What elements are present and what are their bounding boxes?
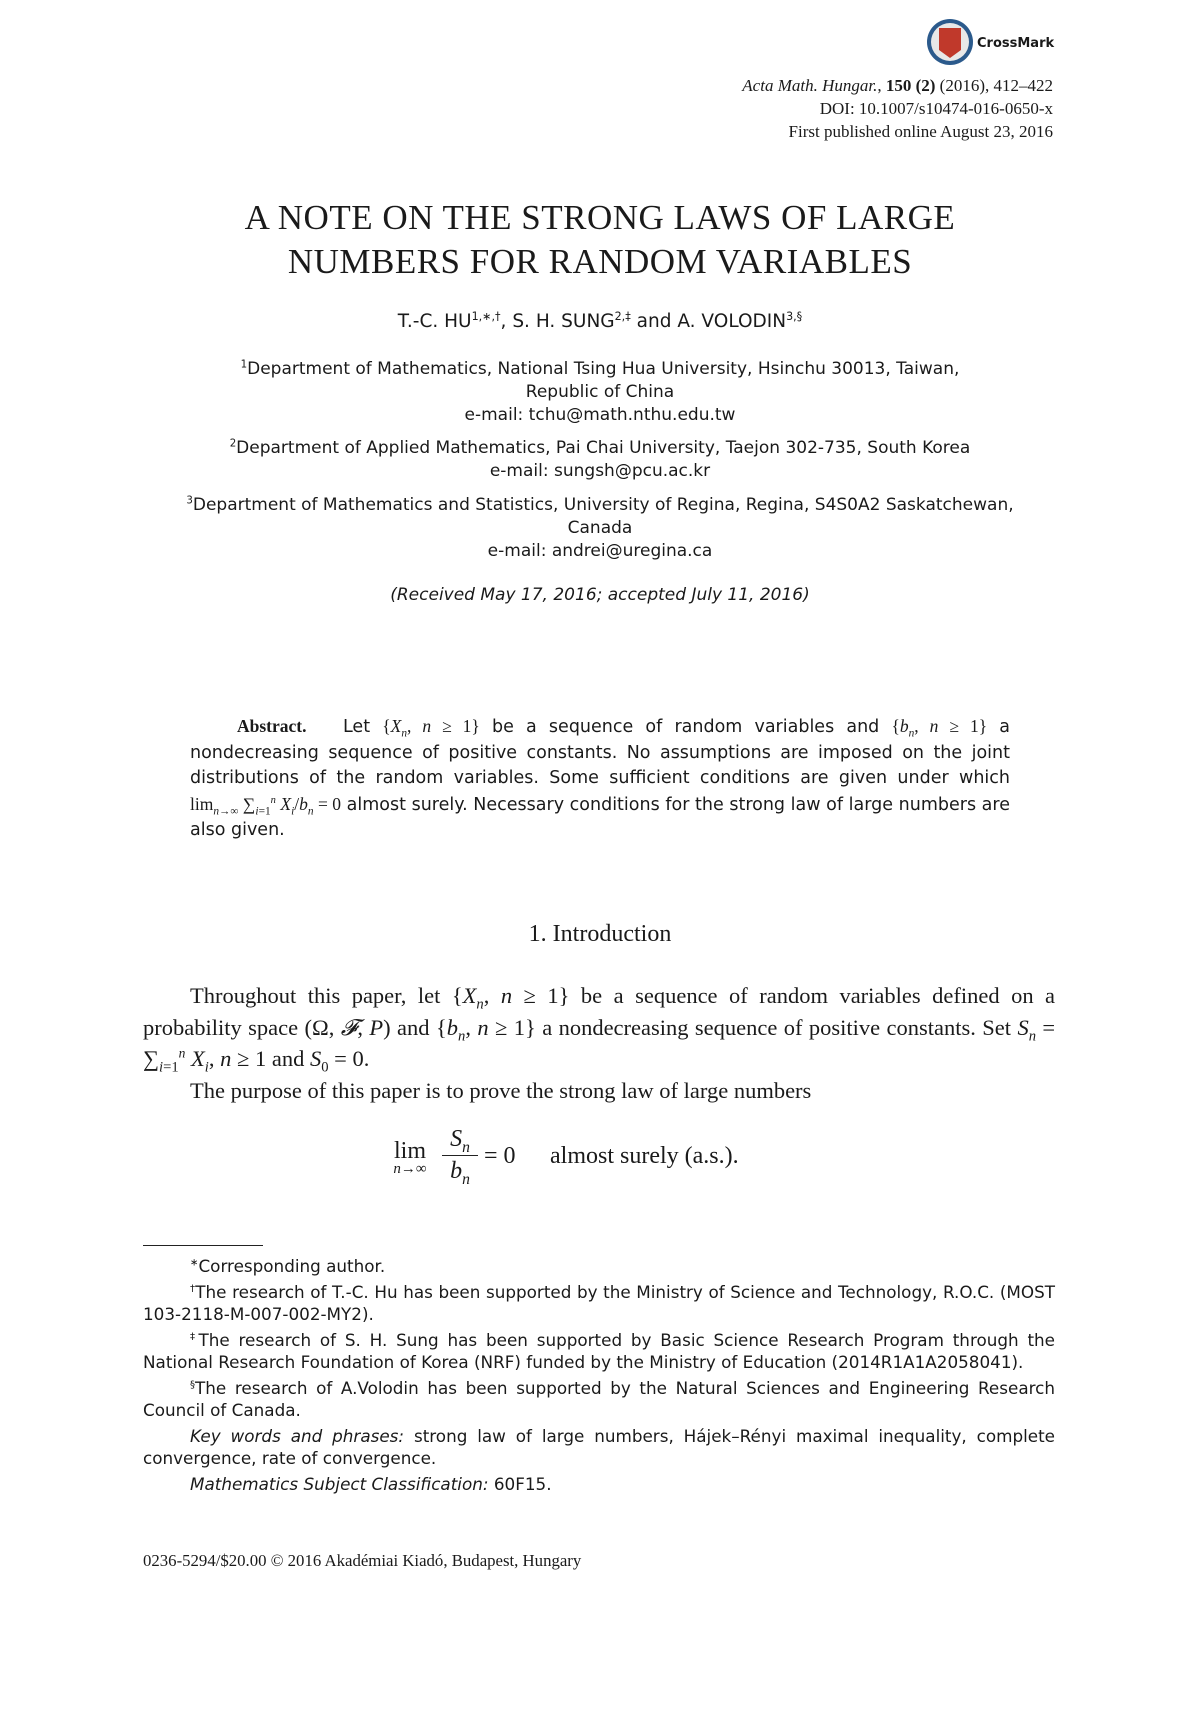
author: S. H. $SUNG^{2,\ddagger}$ and (512, 309, 678, 332)
author: T.-C. $HU^{1,∗,\dagger}$, (397, 309, 513, 332)
affiliation-1: $^1$Department of Mathematics, National Tsing Hua University, Hsinchu 30013, Taiwan, Republic of China e-mail: tchu@math.nthu.edu.tw (140, 358, 1060, 427)
volume: 150 (885, 76, 912, 95)
email[interactable]: e-mail: tchu@math.nthu.edu.tw (464, 405, 736, 425)
title-line-2: NUMBERS FOR RANDOM VARIABLES (287, 242, 913, 281)
journal-header (560, 74, 1053, 143)
display-equation: lim n→∞ $S_n$ $b_n$ = 0 almost surely (a.s.). (393, 1126, 739, 1188)
footnote: ∗Corresponding author. (190, 1256, 386, 1276)
footnotes (143, 1255, 1055, 1498)
author-list (100, 311, 1100, 332)
doi[interactable]: DOI: 10.1007/s10474-016-0650-x (819, 99, 1053, 118)
msc-classification: Mathematics Subject Classification: 60F15. (190, 1473, 552, 1494)
equation-text: almost surely (a.s.). (550, 1143, 739, 1169)
affiliation-3: $^3$Department of Mathematics and Statistics, University of Regina, Regina, S4S0A2 Saskatchewan, Canada e-mail: andrei@uregina.ca (140, 494, 1060, 563)
intro-body (143, 980, 1055, 1106)
footnote: §The research of A.Volodin has been supported by the Natural Sciences and Engineering Research Council of Canada. (143, 1377, 1055, 1420)
keywords: Key words and phrases: strong law of large numbers, Hájek–Rényi maximal inequality, complete convergence, rate of convergence. (143, 1425, 1055, 1468)
email[interactable]: e-mail: sungsh@pcu.ac.kr (489, 461, 711, 481)
journal-name: Acta Math. Hungar. (742, 76, 878, 95)
issue: (2) (915, 76, 936, 95)
footnote-rule (143, 1245, 263, 1246)
author: A. $VOLODIN^{3,\S}$ (677, 309, 803, 332)
footnote: ‡The research of S. H. Sung has been supported by Basic Science Research Program through the National Research Foundation of Korea (NRF) funded by the Ministry of Education (2014R1A1A2058041). (143, 1329, 1055, 1372)
email[interactable]: e-mail: andrei@uregina.ca (487, 541, 713, 561)
crossmark-logo[interactable] (925, 16, 1055, 68)
paper-title (100, 196, 1100, 284)
paragraph: The purpose of this paper is to prove the strong law of large numbers (190, 1077, 812, 1103)
paragraph: Throughout this paper, let {$X_n$, n ≥ 1} be a sequence of random variables defined on a probability space (Ω, 𝓕, P) and {$b_n$, n ≥ 1} a nondecreasing sequence of positive constants. Set $S_n = \sum_{i=1}^n$ $X_i$, n ≥ 1 and $S_0 = 0$. (143, 983, 1056, 1076)
affiliation-2: $^2$Department of Applied Mathematics, Pai Chai University, Taejon 302-735, South Korea e-mail: sungsh@pcu.ac.kr (140, 437, 1060, 483)
section-heading: 1. Introduction (528, 921, 672, 947)
abstract: Abstract. Let {$X_n$, n ≥ 1} be a sequence of random variables and {$b_n$, n ≥ 1} a nondecreasing sequence of positive constants. No assumptions are imposed on the joint distributions of the random variables. Some sufficient conditions are given under which $\lim_{n\to\infty} \sum_{i=1}^n$ $X_i/b_n = 0$ almost surely. Necessary conditions for the strong law of large numbers are also given. (190, 716, 1011, 841)
publication-date: First published online August 23, 2016 (788, 122, 1053, 141)
abstract-label: Abstract. (237, 716, 307, 736)
title-line-1: A NOTE ON THE STRONG LAWS OF LARGE (244, 198, 956, 237)
citation-line: Acta Math. Hungar., 150 (2) (2016), 412–422 (742, 76, 1053, 95)
copyright: 0236-5294/$20.00 © 2016 Akadémiai Kiadó, Budapest, Hungary (143, 1551, 582, 1570)
received-dates: (Received May 17, 2016; accepted July 11, 2016) (390, 585, 810, 605)
footnote: †The research of T.-C. Hu has been supported by the Ministry of Science and Technology, R.O.C. (MOST 103-2118-M-007-002-MY2). (143, 1281, 1055, 1324)
crossmark-icon (925, 16, 1055, 68)
year-pages: (2016), 412–422 (939, 76, 1053, 95)
crossmark-label: CrossMark (977, 36, 1055, 51)
